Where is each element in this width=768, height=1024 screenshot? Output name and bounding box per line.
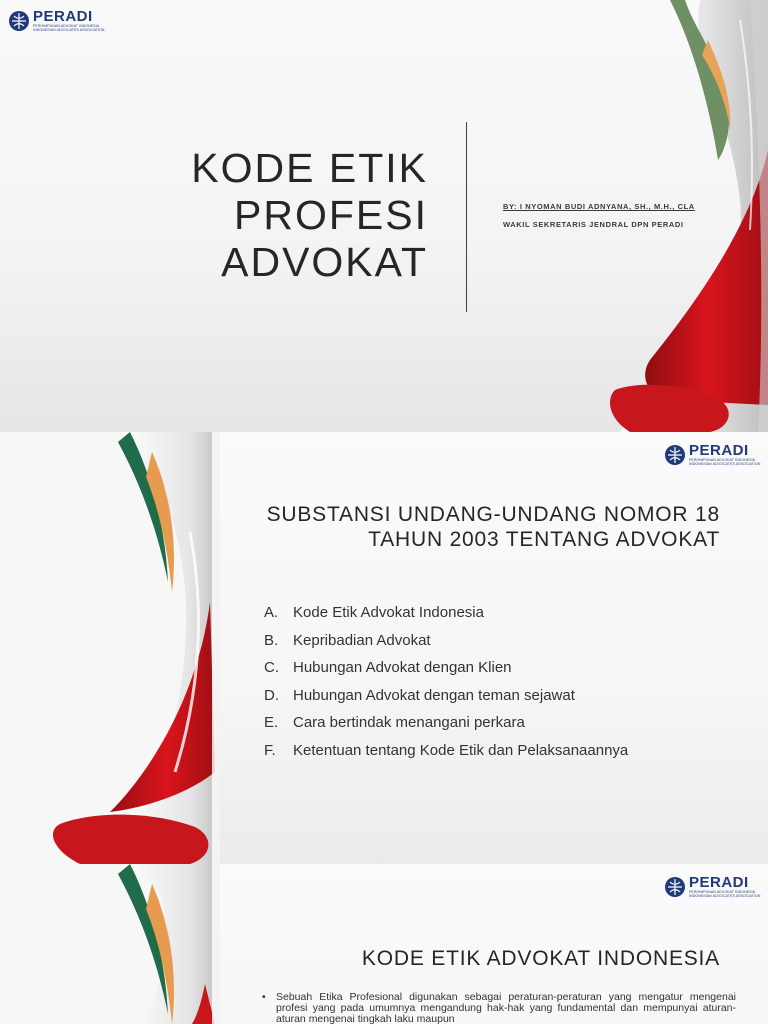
list-item — [264, 627, 628, 655]
list-item — [264, 737, 628, 765]
heading-line-2: TAHUN 2003 TENTANG ADVOKAT — [368, 528, 720, 551]
title-line-1: KODE ETIK — [191, 145, 428, 191]
slide-3 — [0, 864, 768, 1024]
title-line-3: ADVOKAT — [221, 239, 428, 285]
peradi-logo — [8, 10, 105, 32]
peradi-globe-icon — [8, 10, 30, 32]
list-text: Kepribadian Advokat — [293, 631, 431, 649]
list-text: Cara bertindak menangani perkara — [293, 714, 525, 732]
list-item — [264, 654, 628, 682]
substance-list — [264, 599, 628, 764]
slide-1 — [0, 0, 768, 432]
list-marker: F. — [264, 741, 276, 759]
vertical-divider — [466, 122, 467, 312]
title-line-2: PROFESI — [234, 192, 428, 238]
list-item — [264, 599, 628, 627]
peradi-globe-icon — [664, 876, 686, 898]
list-text: Kode Etik Advokat Indonesia — [293, 604, 484, 622]
author-position: WAKIL SEKRETARIS JENDRAL DPN PERADI — [503, 220, 684, 229]
list-marker: A. — [264, 604, 279, 622]
list-marker: E. — [264, 714, 279, 732]
slide-3-heading: KODE ETIK ADVOKAT INDONESIA — [361, 947, 720, 970]
paragraph-text: Sebuah Etika Profesional digunakan sebagai peraturan-peraturan yang mengatur mengenai profesi yang pada umumnya mengandung hak-hak yang fundamental dan mempunyai aturan-aturan mengenai tingkah laku maupun — [276, 991, 736, 1024]
logo-name: PERADI — [689, 874, 749, 891]
slide-1-title — [191, 145, 428, 286]
list-marker: C. — [264, 659, 279, 677]
list-text: Hubungan Advokat dengan teman sejawat — [293, 686, 575, 704]
logo-subtitle-1: PERHIMPUNAN ADVOKAT INDONESIA — [689, 890, 756, 894]
peradi-logo — [664, 876, 761, 898]
ribbon-decoration-right — [600, 0, 768, 432]
slide-2 — [0, 432, 768, 864]
logo-name: PERADI — [689, 442, 749, 459]
ribbon-decoration-left — [0, 864, 220, 1024]
list-text: Ketentuan tentang Kode Etik dan Pelaksanaannya — [293, 741, 629, 759]
logo-subtitle-2: INDONESIAN ADVOCATES ASSOCIATION — [689, 462, 761, 466]
slide-2-heading — [267, 502, 720, 552]
heading-line-1: SUBSTANSI UNDANG-UNDANG NOMOR 18 — [266, 503, 720, 526]
logo-subtitle-2: INDONESIAN ADVOCATES ASSOCIATION — [689, 894, 761, 898]
ribbon-decoration-left — [0, 432, 220, 864]
list-item — [264, 709, 628, 737]
list-item — [264, 682, 628, 710]
definition-paragraph — [262, 992, 736, 1024]
peradi-globe-icon — [664, 444, 686, 466]
logo-name: PERADI — [33, 8, 93, 25]
logo-subtitle-2: INDONESIAN ADVOCATES ASSOCIATION — [33, 28, 105, 32]
logo-subtitle-1: PERHIMPUNAN ADVOKAT INDONESIA — [33, 24, 100, 28]
list-marker: D. — [264, 686, 279, 704]
list-marker: B. — [264, 631, 279, 649]
author-line: BY: I NYOMAN BUDI ADNYANA, SH., M.H., CLA — [503, 202, 695, 211]
bullet-marker: • — [262, 991, 266, 1003]
logo-subtitle-1: PERHIMPUNAN ADVOKAT INDONESIA — [689, 458, 756, 462]
list-text: Hubungan Advokat dengan Klien — [293, 659, 512, 677]
peradi-logo — [664, 444, 761, 466]
